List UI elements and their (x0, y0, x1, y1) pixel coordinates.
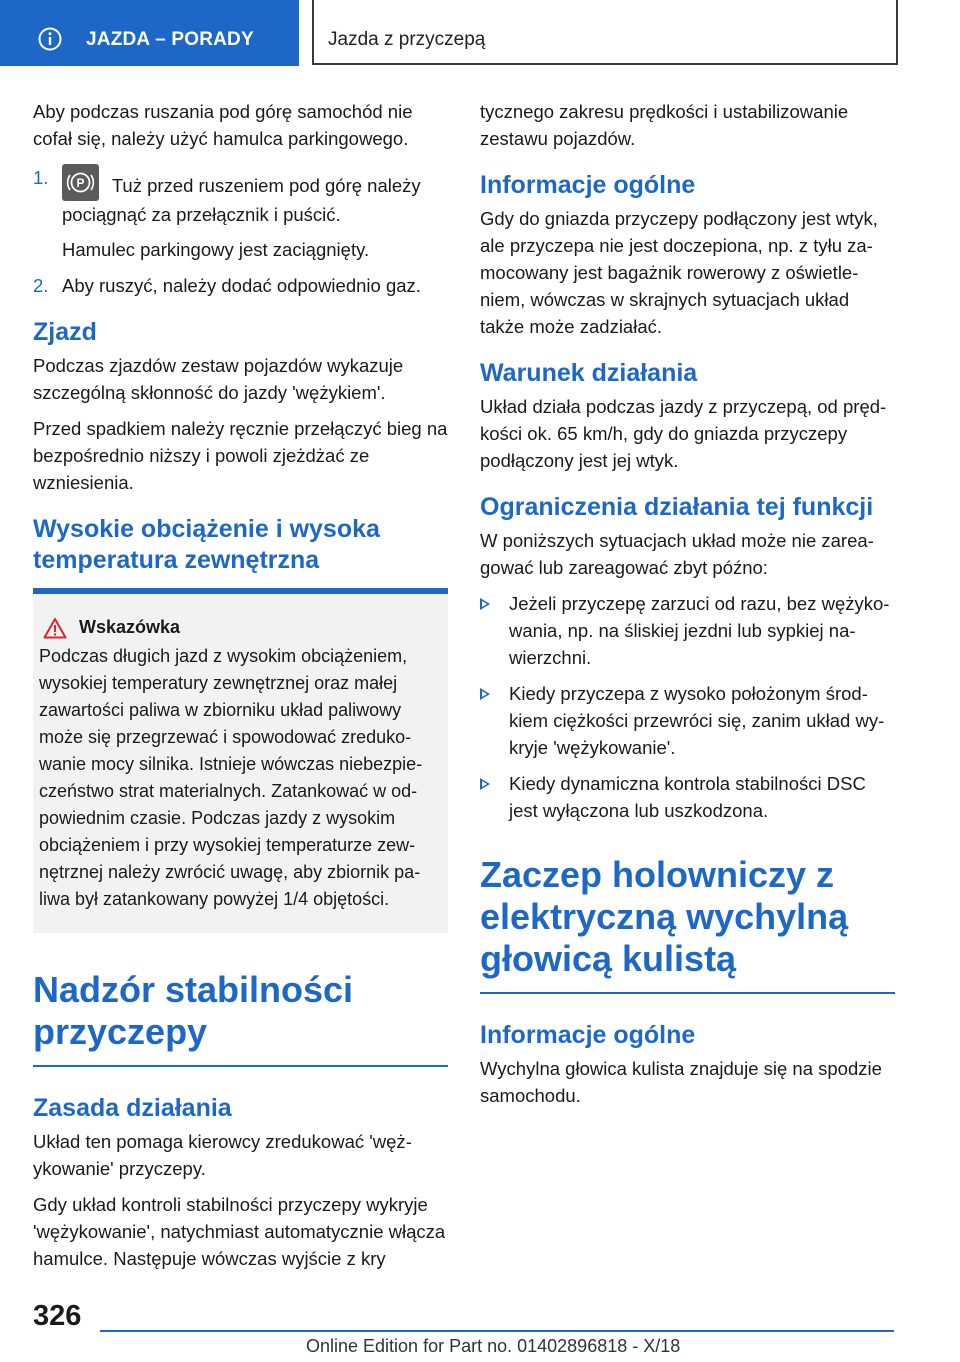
step-item (33, 272, 448, 299)
chapter-tab (312, 0, 898, 65)
step-item (33, 164, 448, 263)
left-column (33, 98, 448, 1281)
limits-list (480, 590, 895, 824)
load-heading: Wysokie obciążenie i wysoka temperatura zewnętrzna (33, 515, 380, 574)
hitch-general-heading: Informacje ogólne (480, 1021, 696, 1049)
svg-text:P: P (76, 176, 85, 190)
condition-paragraph: Układ działa podczas jazdy z przyczepą, od prędkości ok. 65 km/h, gdy do gniazda przyczepy podłączony jest jej wtyk. (480, 396, 887, 471)
warning-title: Wskazówka (79, 617, 181, 637)
footer-edition: Online Edition for Part no. 01402896818 - X/18 (306, 1336, 681, 1356)
hitch-paragraph: Wychylna głowica kulista znajduje się na spodzie samochodu. (480, 1058, 882, 1106)
warning-icon (43, 617, 67, 639)
section-title: JAZDA – PORADY (86, 29, 254, 50)
section-tab (0, 0, 299, 66)
continuation-paragraph: tycznego zakresu prędkości i ustabilizowanie zestawu pojazdów. (480, 101, 849, 149)
hitch-heading-block (480, 854, 895, 994)
principle-heading: Zasada działania (33, 1094, 232, 1122)
triangle-bullet-icon (480, 598, 490, 610)
stability-heading-block (33, 969, 448, 1067)
list-item: Kiedy dynamiczna kontrola stabilności DSC jest wyłączona lub uszkodzona. (480, 770, 895, 824)
limits-paragraph: W poniższych sytuacjach układ może nie zareagować lub zareagować zbyt późno: (480, 530, 874, 578)
principle-paragraph-1: Układ ten pomaga kierowcy zredukować 'wężykowanie' przyczepy. (33, 1131, 412, 1179)
info-icon (38, 27, 62, 51)
step-number: 1. (33, 167, 49, 188)
step-list (33, 164, 448, 299)
general-heading: Informacje ogólne (480, 171, 696, 199)
step-text: Aby ruszyć, należy dodać odpowiednio gaz. (62, 275, 421, 296)
footer-rule (100, 1330, 894, 1332)
general-paragraph: Gdy do gniazda przyczepy podłączony jest wtyk, ale przyczepa nie jest doczepiona, np. z tyłu zamocowany jest bagażnik rowerowy z oświetleniem, wówczas w skrajnych sytuacjach układ także może zadziałać. (480, 208, 878, 337)
chapter-title: Jazda z przyczepą (328, 29, 486, 50)
warning-title-row (39, 614, 442, 641)
right-column (480, 98, 895, 1118)
triangle-bullet-icon (480, 688, 490, 700)
hitch-heading: Zaczep holowniczy z elektryczną wychylną głowicą kulistą (480, 854, 849, 979)
parking-brake-icon (62, 164, 99, 201)
list-item: Kiedy przyczepa z wysoko położonym środkiem ciężkości przewróci się, zanim układ wykryje 'wężykowanie'. (480, 680, 895, 761)
warning-text: Podczas długich jazd z wysokim obciążeniem, wysokiej temperatury zewnętrznej oraz małej zawartości paliwa w zbiorniku układ paliwowy może się przegrzewać i spowodować zredukowanie mocy silnika. Istnieje wówczas niebezpieczeństwo strat materialnych. Zatankować w odpowiednim czasie. Podczas jazdy z wysokim obciążeniem i przy wysokiej temperaturze zewnętrznej należy zwrócić uwagę, aby zbiornik paliwa był zatankowany powyżej 1/4 objętości. (39, 646, 423, 909)
warning-box (33, 594, 448, 933)
list-item: Jeżeli przyczepę zarzuci od razu, bez wężykowania, np. na śliskiej jezdni lub sypkiej nawierzchni. (480, 590, 895, 671)
condition-heading: Warunek działania (480, 359, 698, 387)
page-number: 326 (33, 1300, 82, 1332)
intro-paragraph: Aby podczas ruszania pod górę samochód nie cofał się, należy użyć hamulca parkingowego. (33, 101, 413, 149)
zjazd-heading: Zjazd (33, 318, 97, 346)
zjazd-paragraph-2: Przed spadkiem należy ręcznie przełączyć bieg na bezpośrednio niższy i powoli zjeżdżać ze wzniesienia. (33, 418, 448, 493)
zjazd-paragraph-1: Podczas zjazdów zestaw pojazdów wykazuje szczególną skłonność do jazdy 'wężykiem'. (33, 355, 404, 403)
step-result: Hamulec parkingowy jest zaciągnięty. (62, 239, 370, 260)
principle-paragraph-2: Gdy układ kontroli stabilności przyczepy wykryje 'wężykowanie', natychmiast automatycznie włącza hamulce. Następuje wówczas wyjście z kry (33, 1194, 446, 1269)
limits-heading: Ograniczenia działania tej funkcji (480, 493, 874, 521)
stability-heading: Nadzór stabilności przyczepy (33, 969, 354, 1052)
step-number: 2. (33, 275, 49, 296)
step-text: Tuż przed ruszeniem pod górę należy pociągnąć za przełącznik i puścić. (62, 175, 421, 225)
triangle-bullet-icon (480, 778, 490, 790)
